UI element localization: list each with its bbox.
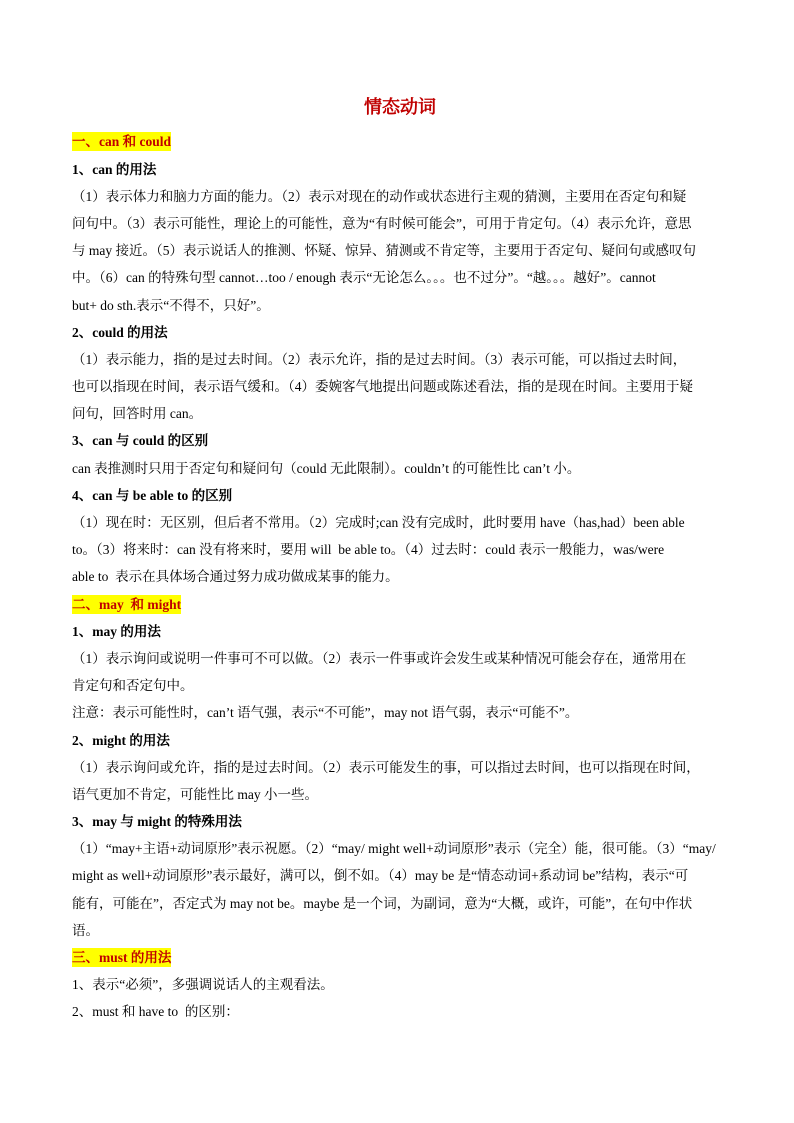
section-must	[72, 944, 728, 1026]
text-line: 也可以指现在时间，表示语气缓和。（4）委婉客气地提出问题或陈述看法，指的是现在时间。主要用于疑	[72, 379, 693, 395]
section-heading-text: 一、can 和 could	[72, 134, 172, 150]
subsection-can-vs-be-able-to	[72, 482, 728, 591]
text-line: （1）表示体力和脑力方面的能力。（2）表示对现在的动作或状态进行主观的猜测，主要用在否定句和疑	[72, 188, 687, 204]
section-may-and-might	[72, 591, 728, 944]
text-line: can 表推测时只用于否定句和疑问句（could 无此限制）。couldn’t 的可能性比 can’t 小。	[72, 460, 581, 476]
text-line: to。（3）将来时：can 没有将来时，要用 will be able to。（4）过去时：could 表示一般能力，was/were	[72, 542, 665, 558]
text-line: 问句中。（3）表示可能性，理论上的可能性，意为“有时候可能会”，可用于肯定句。（4）表示允许，意思	[72, 215, 692, 231]
subsection-can-usage	[72, 156, 728, 319]
document-page	[72, 0, 728, 1026]
text-line: 与 may 接近。（5）表示说话人的推测、怀疑、惊异、猜测或不肯定等，主要用于否定句、疑问句或感叹句	[72, 243, 696, 259]
section-heading-text: 三、must 的用法	[72, 950, 172, 966]
subsection-may-might-special	[72, 808, 728, 944]
text-line: but+ do sth.表示“不得不，只好”。	[72, 297, 270, 313]
subsection-can-vs-could	[72, 427, 728, 481]
section-heading-text: 二、may 和 might	[72, 596, 182, 612]
subsection-heading: 2、might 的用法	[72, 732, 170, 748]
text-line: （1）表示询问或说明一件事可不可以做。（2）表示一件事或许会发生或某种情况可能会存在，通常用在	[72, 650, 687, 666]
text-line: （1）表示询问或允许，指的是过去时间。（2）表示可能发生的事，可以指过去时间，也可以指现在时间，	[72, 759, 700, 775]
subsection-might-usage	[72, 727, 728, 809]
subsection-heading: 4、can 与 be able to 的区别	[72, 487, 233, 503]
subsection-heading: 2、could 的用法	[72, 324, 168, 340]
text-line: （1）“may+主语+动词原形”表示祝愿。（2）“may/ might well+动词原形”表示（完全）能，很可能。（3）“may/	[72, 841, 716, 857]
subsection-could-usage	[72, 319, 728, 428]
subsection-heading: 3、can 与 could 的区别	[72, 433, 209, 449]
text-line: 问句，回答时用 can。	[72, 406, 203, 422]
text-line: 语气更加不肯定，可能性比 may 小一些。	[72, 786, 318, 802]
section-heading-may-might	[72, 591, 728, 618]
text-line: 语。	[72, 922, 99, 938]
note-line: 注意：表示可能性时，can’t 语气强，表示“不可能”，may not 语气弱，表示“可能不”。	[72, 705, 579, 721]
subsection-heading: 1、may 的用法	[72, 623, 161, 639]
text-line: able to 表示在具体场合通过努力成功做成某事的能力。	[72, 569, 399, 585]
text-line: 2、must 和 have to 的区别：	[72, 1004, 239, 1020]
page-title: 情态动词	[364, 97, 436, 117]
text-line: （1）表示能力，指的是过去时间。（2）表示允许，指的是过去时间。（3）表示可能，可以指过去时间，	[72, 351, 687, 367]
text-line: 1、表示“必须”，多强调说话人的主观看法。	[72, 977, 334, 993]
subsection-heading: 3、may 与 might 的特殊用法	[72, 814, 242, 830]
section-can-and-could	[72, 128, 728, 590]
section-heading-must	[72, 944, 728, 971]
text-line: 中。（6）can 的特殊句型 cannot…too / enough 表示“无论怎么。。。也不过分”。“越。。。越好”。cannot	[72, 270, 656, 286]
section-heading-can-could	[72, 128, 728, 155]
text-line: 能有，可能在”，否定式为 may not be。maybe 是一个词，为副词，意为“大概，或许，可能”，在句中作状	[72, 895, 693, 911]
subsection-may-usage	[72, 618, 728, 727]
subsection-heading: 1、can 的用法	[72, 161, 157, 177]
text-line: might as well+动词原形”表示最好，满可以，倒不如。（4）may be 是“情态动词+系动词 be”结构，表示“可	[72, 868, 689, 884]
text-line: （1）现在时：无区别，但后者不常用。（2）完成时;can 没有完成时，此时要用 have（has,had）been able	[72, 515, 685, 531]
text-line: 肯定句和否定句中。	[72, 678, 194, 694]
